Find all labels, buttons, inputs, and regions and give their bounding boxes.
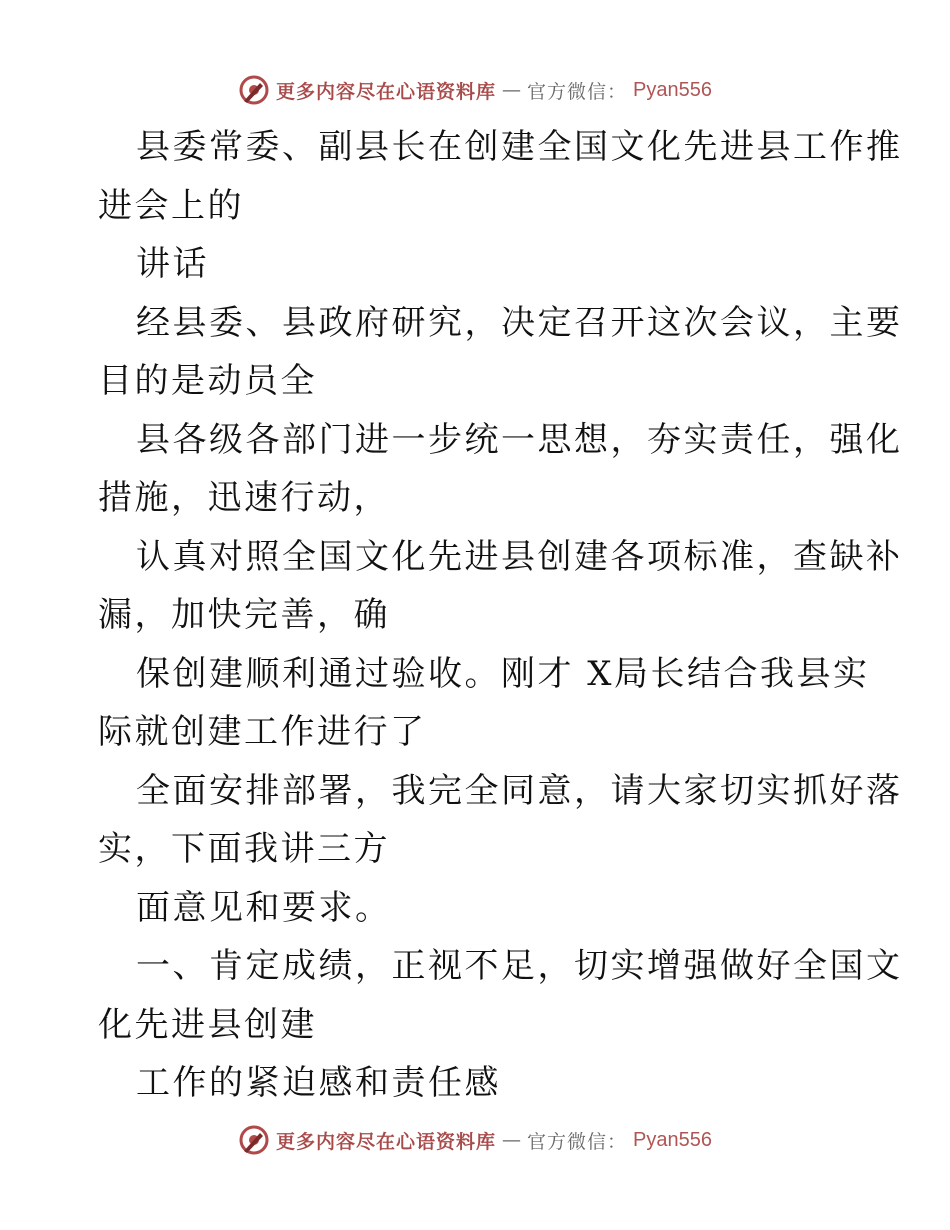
text-line: 化先进县创建 [98,1004,317,1045]
text-line: 经县委、县政府研究，决定召开这次会议，主要 [136,302,903,343]
watermark-contact-label: 官方微信： [527,1130,628,1153]
text-line: 县各级各部门进一步统一思想，夯实责任，强化 [136,419,903,460]
text-line: 进会上的 [98,185,244,226]
text-line: 实，下面我讲三方 [98,829,390,869]
text-line: 认真对照全国文化先进县创建各项标准，查缺补 [136,536,903,577]
text-line: 漏，加快完善，确 [98,595,390,635]
text-line: 保创建顺利通过验收。刚才 X局长结合我县实 [136,653,870,694]
header-watermark [0,70,950,110]
text-line: 一、肯定成绩，正视不足，切实增强做好全国文 [136,946,903,986]
watermark-brand: 更多内容尽在心语资料库 [276,1130,497,1153]
footer-watermark [0,1120,950,1160]
document-body [98,118,903,1113]
watermark-contact-id: Pyan556 [633,1128,712,1151]
watermark-separator: — [502,79,522,101]
pen-logo-icon [238,1124,270,1156]
text-line: 际就创建工作进行了 [98,712,427,752]
text-line: 目的是动员全 [98,361,317,401]
text-line: 措施，迅速行动， [98,478,390,518]
watermark-separator: — [502,1129,522,1151]
watermark-contact-id: Pyan556 [633,78,712,101]
text-line: 全面安排部署，我完全同意，请大家切实抓好落 [136,770,903,811]
watermark-brand: 更多内容尽在心语资料库 [276,80,497,103]
text-line: 面意见和要求。 [136,887,392,928]
text-line: 工作的紧迫感和责任感 [136,1063,501,1103]
pen-logo-icon [238,74,270,106]
text-line: 县委常委、副县长在创建全国文化先进县工作推 [136,127,903,167]
watermark-contact-label: 官方微信： [527,80,628,103]
text-line: 讲话 [136,244,209,284]
